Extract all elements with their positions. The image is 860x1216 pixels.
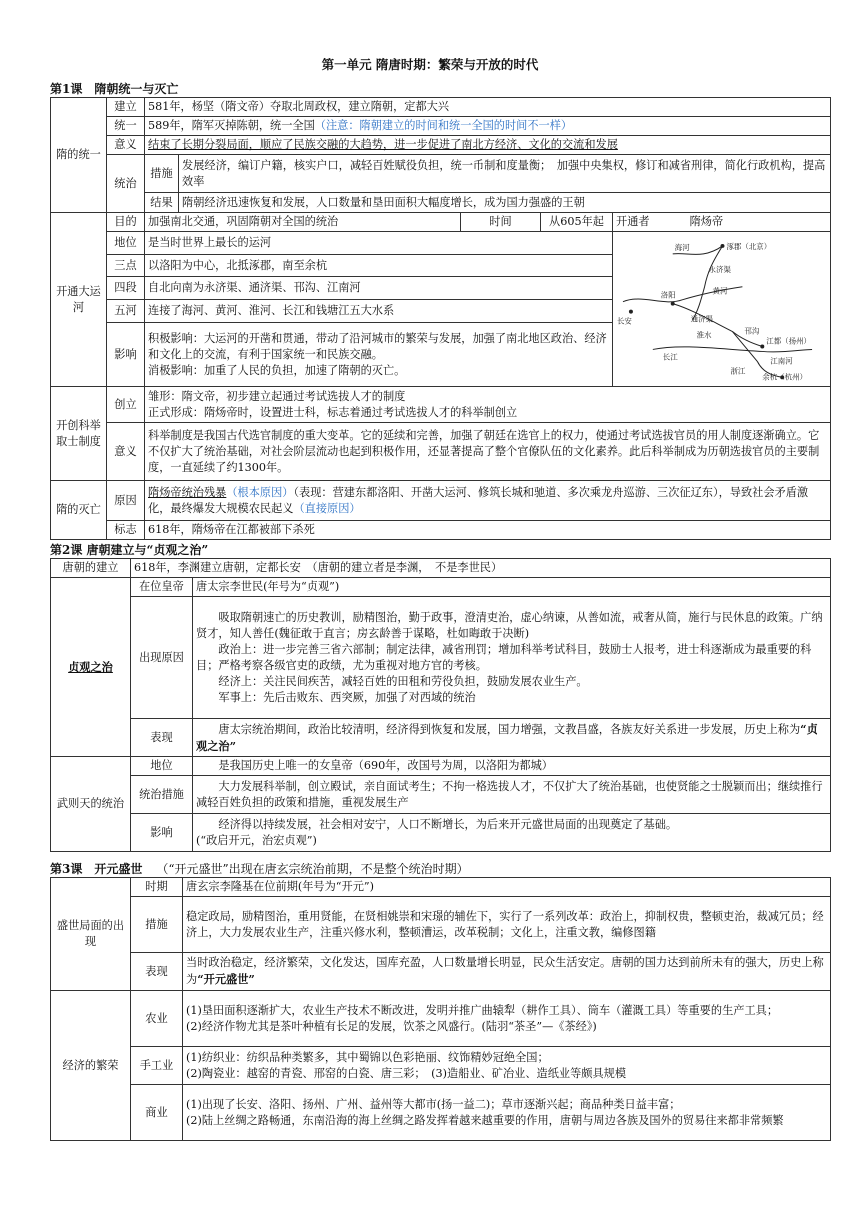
hangou-line bbox=[732, 332, 757, 362]
shougong-1: (1)纺织业：纺织品种类繁多，其中蜀锦以色彩艳丽、纹饰精妙冠绝全国； bbox=[186, 1050, 549, 1064]
yuanyin-1: 隋炀帝统治残暴 bbox=[148, 485, 227, 499]
kaiyuan-biaoxian-header: 表现 bbox=[131, 953, 183, 991]
shijian-text: 从605年起 bbox=[541, 213, 613, 232]
kaiyuan-cuoshi-header: 措施 bbox=[131, 897, 183, 953]
zhenguan-term: “贞观之治” bbox=[196, 721, 818, 753]
tang-jianli-header: 唐朝的建立 bbox=[51, 559, 131, 578]
keju-header: 开创科举取士制度 bbox=[51, 387, 107, 481]
miewang-header: 隋的灭亡 bbox=[51, 481, 107, 540]
shangye-cell bbox=[183, 1085, 831, 1141]
tongyi-note: （注意：隋朝建立的时间和统一全国的时间不一样） bbox=[314, 119, 573, 132]
yuanyin-1-note: （根本原因） bbox=[226, 485, 294, 499]
zhenguan-biaoxian-cell bbox=[193, 719, 831, 757]
nongye-header: 农业 bbox=[131, 991, 183, 1047]
cuoshi-header: 措施 bbox=[145, 155, 179, 193]
jieguo-header: 结果 bbox=[145, 193, 179, 213]
nongye-2: (2)经济作物尤其是茶叶种植有长足的发展，饮茶之风盛行。(陆羽“茶圣”—《茶经》) bbox=[186, 1019, 597, 1033]
diwei-header: 地位 bbox=[107, 232, 145, 255]
wu-yingxiang-header: 影响 bbox=[131, 814, 193, 852]
huangdi-text: 唐太宗李世民(年号为“贞观”) bbox=[193, 578, 831, 597]
lesson-2-table bbox=[50, 558, 831, 852]
yiyi-header: 意义 bbox=[107, 136, 145, 155]
zhenguan-biaoxian-header: 表现 bbox=[131, 719, 193, 757]
shougong-cell bbox=[183, 1047, 831, 1085]
lesson-3-title-text: 第3课 开元盛世 bbox=[50, 862, 143, 876]
wuhe-text: 连接了海河、黄河、淮河、长江和钱塘江五大水系 bbox=[145, 300, 613, 323]
map-yuhang: 余杭（杭州） bbox=[762, 372, 808, 382]
jiji-text: 积极影响：大运河的开凿和贯通，带动了沿河城市的繁荣与发展，加强了南北地区政治、经济和文化上的交流，有利于国家统一和民族交融。 bbox=[148, 331, 607, 361]
shiqi-text: 唐玄宗李隆基在位前期(年号为“开元”) bbox=[183, 878, 831, 897]
wu-yingxiang-quote: (“政启开元，治宏贞观”) bbox=[196, 833, 317, 847]
chuxing-text: 雏形：隋文帝，初步建立起通过考试选拔人才的制度 bbox=[148, 389, 406, 403]
zhenguan-yuanyin-cell bbox=[193, 597, 831, 719]
shengshi-header: 盛世局面的出现 bbox=[51, 878, 131, 991]
keju-yiyi-text: 科举制度是我国古代选官制度的重大变革。它的延续和完善，加强了朝廷在选官上的权力，使通过考试选拔官员的用人制度逐渐确立。它不仅扩大了统治基础，对社会阶层流动也起到积极作用，还显著提高了整个官僚队伍的文化素养。此后科举制成为历朝选拔官员的主要制度，一直延续了约1300年。 bbox=[145, 423, 831, 481]
map-haihe: 海河 bbox=[674, 242, 690, 252]
map-changan: 长安 bbox=[616, 316, 632, 326]
canal-map-cell bbox=[613, 232, 831, 387]
map-hangou: 邗沟 bbox=[744, 326, 760, 336]
yuanyin-cell bbox=[145, 481, 831, 521]
canal-map bbox=[613, 232, 830, 381]
sandian-header: 三点 bbox=[107, 254, 145, 277]
tang-jianli-text: 618年，李渊建立唐朝，定都长安 （唐朝的建立者是李渊， 不是李世民） bbox=[131, 559, 831, 578]
lesson-1-title bbox=[50, 80, 178, 97]
lesson-2-title-text: 第2课 唐朝建立与“贞观之治” bbox=[50, 543, 209, 557]
wu-cuoshi-header: 统治措施 bbox=[131, 776, 193, 814]
map-huanghe: 黄河 bbox=[712, 286, 728, 296]
map-zhuojun: 涿郡（北京） bbox=[726, 241, 772, 251]
kaitong-header: 开通者 bbox=[616, 215, 650, 228]
zhenguan-header: 贞观之治 bbox=[51, 578, 131, 757]
chuangli-cell bbox=[145, 387, 831, 423]
lesson-3-title bbox=[50, 860, 469, 877]
map-zhejiang: 浙江 bbox=[730, 366, 746, 376]
tongyi-cell bbox=[145, 117, 831, 136]
yiyi-text: 结束了长期分裂局面，顺应了民族交融的大趋势，进一步促进了南北方经济、文化的交流和发展 bbox=[145, 136, 831, 155]
nongye-cell bbox=[183, 991, 831, 1047]
chuangli-header: 创立 bbox=[107, 387, 145, 423]
sandian-text: 以洛阳为中心，北抵涿郡，南至余杭 bbox=[145, 254, 613, 277]
wu-yingxiang-cell bbox=[193, 814, 831, 852]
yuanyin-2-note: （直接原因） bbox=[293, 501, 361, 515]
kaitong-cell bbox=[613, 213, 831, 232]
map-changjiang: 长江 bbox=[662, 352, 678, 362]
nongye-1: (1)垦田面积逐渐扩大，农业生产技术不断改进，发明并推广曲辕犁（耕作工具）、筒车（灌溉工具）等重要的生产工具； bbox=[186, 1003, 779, 1017]
yuanyin-para-1: 吸取隋朝速亡的历史教训，励精图治，勤于政事，澄清吏治，虚心纳谏，从善如流，戒奢从简，施行与民休息的政策。广纳贤才，知人善任(魏征敢于直言；房玄龄善于谋略，杜如晦敢于决断) bbox=[196, 610, 823, 640]
kaiyuan-biaoxian-cell bbox=[183, 953, 831, 991]
cuoshi-text: 发展经济，编订户籍，核实户口，减轻百姓赋役负担，统一币制和度量衡； 加强中央集权，修订和减省刑律，简化行政机构，提高效率 bbox=[179, 155, 831, 193]
shangye-2: (2)陆上丝绸之路畅通，东南沿海的海上丝绸之路发挥着越来越重要的作用，唐朝与周边各族及国外的贸易往来都非常频繁 bbox=[186, 1113, 784, 1127]
map-huaishui: 淮水 bbox=[696, 330, 712, 340]
wuzetian-header: 武则天的统治 bbox=[51, 757, 131, 852]
unit-title: 第一单元 隋唐时期：繁荣与开放的时代 bbox=[321, 57, 539, 72]
mudi-text: 加强南北交通，巩固隋朝对全国的统治 bbox=[145, 213, 461, 232]
zhenguan-yuanyin-header: 出现原因 bbox=[131, 597, 193, 719]
jieguo-text: 隋朝经济迅速恢复和发展，人口数量和垦田面积大幅度增长，成为国力强盛的王朝 bbox=[179, 193, 831, 213]
map-jiangnanhe: 江南河 bbox=[770, 356, 793, 366]
wuhe-header: 五河 bbox=[107, 300, 145, 323]
map-tongji: 通济渠 bbox=[690, 314, 714, 324]
zhengshi-text: 正式形成：隋炀帝时，设置进士科，标志着通过考试选拔人才的科举制创立 bbox=[148, 405, 518, 419]
yuanyin-para-3: 经济上：关注民间疾苦，减轻百姓的田租和劳役负担，鼓励发展农业生产。 bbox=[218, 674, 588, 688]
map-luoyang: 洛阳 bbox=[660, 290, 676, 300]
sui-unify-header: 隋的统一 bbox=[51, 98, 107, 213]
shangye-1: (1)出现了长安、洛阳、扬州、广州、益州等大都市(扬一益二)；草市逐渐兴起；商品种类日益丰富； bbox=[186, 1097, 681, 1111]
biaozhi-text: 618年，隋炀帝在江都被部下杀死 bbox=[145, 521, 831, 540]
siduan-text: 自北向南为永济渠、通济渠、邗沟、江南河 bbox=[145, 277, 613, 300]
biaozhi-header: 标志 bbox=[107, 521, 145, 540]
mudi-header: 目的 bbox=[107, 213, 145, 232]
canal-yingxiang-cell bbox=[145, 322, 613, 387]
tongyi-text: 589年，隋军灭掉陈朝，统一全国 bbox=[148, 119, 315, 132]
diwei-text: 是当时世界上最长的运河 bbox=[145, 232, 613, 255]
kaiyuan-cuoshi-text: 稳定政局，励精图治，重用贤能，在贤相姚崇和宋璟的辅佐下，实行了一系列改革：政治上，抑制权贵，整顿吏治，裁减冗员；经济上，大力发展农业生产，注重兴修水利，整顿漕运，改革税制；文化上，注重文教，编修图籍 bbox=[183, 897, 831, 953]
lesson-2-title bbox=[50, 541, 208, 558]
jianli-text: 581年，杨坚（隋文帝）夺取北周政权，建立隋朝，定都大兴 bbox=[145, 98, 831, 117]
canal-header: 开通大运河 bbox=[51, 213, 107, 387]
kaitong-text: 隋炀帝 bbox=[689, 215, 724, 228]
canal-yingxiang-header: 影响 bbox=[107, 322, 145, 387]
kaiyuan-biaoxian-text: 当时政治稳定，经济繁荣，文化发达，国库充盈，人口数量增长明显，民众生活安定。唐朝的国力达到前所未有的强大，历史上称为 bbox=[186, 956, 824, 986]
shijian-header: 时间 bbox=[461, 213, 541, 232]
wu-diwei-text: 是我国历史上唯一的女皇帝（690年，改国号为周，以洛阳为都城） bbox=[193, 757, 831, 776]
shangye-header: 商业 bbox=[131, 1085, 183, 1141]
jianli-header: 建立 bbox=[107, 98, 145, 117]
map-jiangdu: 江都（扬州） bbox=[766, 336, 812, 346]
jingji-header: 经济的繁荣 bbox=[51, 991, 131, 1141]
tongyi-header: 统一 bbox=[107, 117, 145, 136]
siduan-header: 四段 bbox=[107, 277, 145, 300]
yongji-canal-line bbox=[693, 246, 723, 320]
keju-yiyi-header: 意义 bbox=[107, 423, 145, 481]
yangtze-line bbox=[653, 347, 812, 352]
shougong-header: 手工业 bbox=[131, 1047, 183, 1085]
lesson-1-title-text: 第1课 隋朝统一与灭亡 bbox=[50, 82, 179, 96]
wu-yingxiang-text: 经济得以持续发展，社会相对安宁，人口不断增长，为后来开元盛世局面的出现奠定了基础。 bbox=[218, 817, 678, 831]
shougong-2: (2)陶瓷业：越窑的青瓷、邢窑的白瓷、唐三彩； (3)造船业、矿冶业、造纸业等颇具规模 bbox=[186, 1066, 627, 1080]
yuanyin-2: （表现：营建东都洛阳、开凿大运河、修筑长城和驰道、多次乘龙舟巡游、三次征辽东），导致社会矛盾激化，最终爆发大规模农民起义 bbox=[148, 485, 809, 515]
huangdi-header: 在位皇帝 bbox=[131, 578, 193, 597]
yuanyin-para-2: 政治上：进一步完善三省六部制；制定法律，减省刑罚；增加科举考试科目，鼓励士人报考，进士科逐渐成为最重要的科目；严格考察各级官吏的政绩，尤为重视对地方官的考核。 bbox=[196, 642, 812, 672]
yuanyin-para-4: 军事上：先后击败东、西突厥，加强了对西域的统治 bbox=[218, 690, 476, 704]
wu-diwei-header: 地位 bbox=[131, 757, 193, 776]
shiqi-header: 时期 bbox=[131, 878, 183, 897]
lesson-1-table bbox=[50, 97, 831, 540]
tongji-canal-line bbox=[673, 304, 763, 347]
wu-cuoshi-text: 大力发展科举制，创立殿试，亲自面试考生；不拘一格选拔人才，不仅扩大了统治基础，也使贤能之士脱颖而出；继续推行减轻百姓负担的政策和措施，重视发展生产 bbox=[193, 776, 831, 814]
lesson-3-table bbox=[50, 877, 831, 1141]
tongzhi-header: 统治 bbox=[107, 155, 145, 213]
lesson-3-note: （“开元盛世”出现在唐玄宗统治前期，不是整个统治时期） bbox=[156, 862, 469, 876]
map-yongji: 永济渠 bbox=[708, 264, 731, 274]
zhenguan-biaoxian-text: 唐太宗统治期间，政治比较清明，经济得到恢复和发展，国力增强，文教昌盛，各族友好关系进一步发展，历史上称为 bbox=[218, 722, 801, 736]
yuanyin-header: 原因 bbox=[107, 481, 145, 521]
kaiyuan-term: “开元盛世” bbox=[197, 972, 255, 986]
xiaoji-text: 消极影响：加重了人民的负担，加速了隋朝的灭亡。 bbox=[148, 363, 406, 377]
